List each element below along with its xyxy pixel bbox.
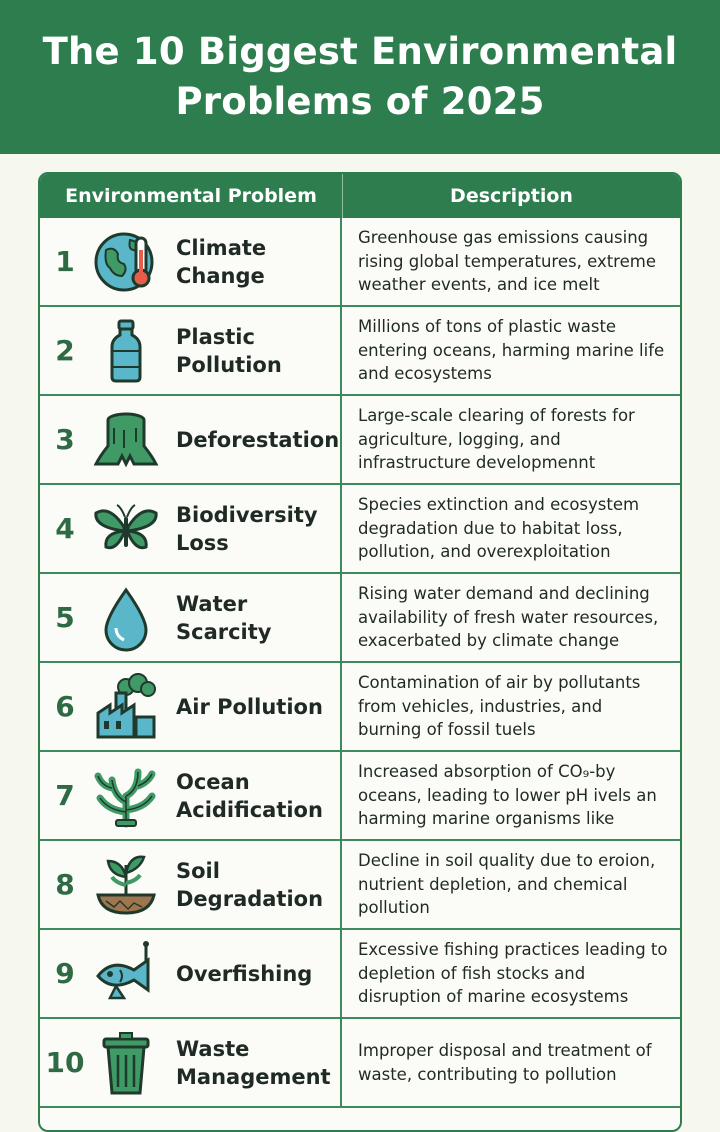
problem-name: Biodiversity Loss <box>176 502 318 555</box>
problem-name: Air Pollution <box>176 694 323 719</box>
problem-name: Water Scarcity <box>176 591 272 644</box>
row-number: 3 <box>55 423 75 456</box>
problem-description: Rising water demand and declining availability of fresh water resources, exacerbated by climate change <box>358 584 659 651</box>
problem-description: Improper disposal and treatment of waste, contributing to pollution <box>358 1041 652 1084</box>
row-number: 6 <box>55 690 75 723</box>
page-title-line-1: The 10 Biggest Environmental <box>42 30 678 73</box>
tree-stump-icon <box>90 404 162 476</box>
row-number: 4 <box>55 512 75 545</box>
problem-description: Millions of tons of plastic waste entering oceans, harming marine life and ecosystems <box>358 317 665 384</box>
table-row <box>40 752 680 841</box>
fish-hook-icon <box>90 938 162 1010</box>
problem-description: Species extinction and ecosystem degradation due to habitat loss, pollution, and overexploitation <box>358 495 640 562</box>
title-banner <box>0 0 720 154</box>
page-title-line-2: Problems of 2025 <box>175 80 545 123</box>
problem-description: Excessive fishing practices leading to depletion of fish stocks and disruption of marine ecosystems <box>358 940 668 1007</box>
factory-smoke-icon <box>90 671 162 743</box>
plastic-bottle-icon <box>90 315 162 387</box>
table-row <box>40 307 680 396</box>
problem-name: Deforestation <box>176 427 340 452</box>
problem-name: Ocean Acidification <box>176 769 323 822</box>
problem-description: Contamination of air by pollutants from vehicles, industries, and burning of fossil tuels <box>358 673 641 740</box>
table-row <box>40 1019 680 1108</box>
trash-bin-icon <box>90 1027 162 1099</box>
row-number: 10 <box>45 1046 85 1079</box>
row-number: 2 <box>55 334 75 367</box>
table-row <box>40 396 680 485</box>
butterfly-icon <box>90 493 162 565</box>
problem-description: Decline in soil quality due to eroion, nutrient depletion, and chemical pollution <box>358 851 656 918</box>
row-number: 5 <box>55 601 75 634</box>
table-row <box>40 574 680 663</box>
table-row <box>40 930 680 1019</box>
problem-name: Climate Change <box>176 235 267 288</box>
table-row <box>40 485 680 574</box>
problem-description: Greenhouse gas emissions causing rising global temperatures, extreme weather events, and ice melt <box>358 228 656 295</box>
header-problem: Environmental Problem <box>40 174 343 218</box>
problem-name: Plastic Pollution <box>176 324 282 377</box>
globe-thermometer-icon <box>90 226 162 298</box>
problem-name: Overfishing <box>176 961 313 986</box>
problem-name: Waste Management <box>176 1036 331 1089</box>
water-drop-icon <box>90 582 162 654</box>
table-row <box>40 663 680 752</box>
problem-description: Increased absorption of CO₉-by oceans, leading to lower pH ivels an harming marine organisms like <box>358 762 657 829</box>
table-header <box>40 174 680 218</box>
row-number: 8 <box>55 868 75 901</box>
coral-icon <box>90 760 162 832</box>
problem-name: Soil Degradation <box>176 858 324 911</box>
problem-description: Large-scale clearing of forests for agriculture, logging, and infrastructure developmennt <box>358 406 635 473</box>
table-row <box>40 841 680 930</box>
row-number: 7 <box>55 779 75 812</box>
header-description: Description <box>450 185 573 207</box>
row-number: 1 <box>55 245 75 278</box>
table-row <box>40 218 680 307</box>
sprout-soil-icon <box>90 849 162 921</box>
row-number: 9 <box>55 957 75 990</box>
problems-table <box>38 172 682 1132</box>
